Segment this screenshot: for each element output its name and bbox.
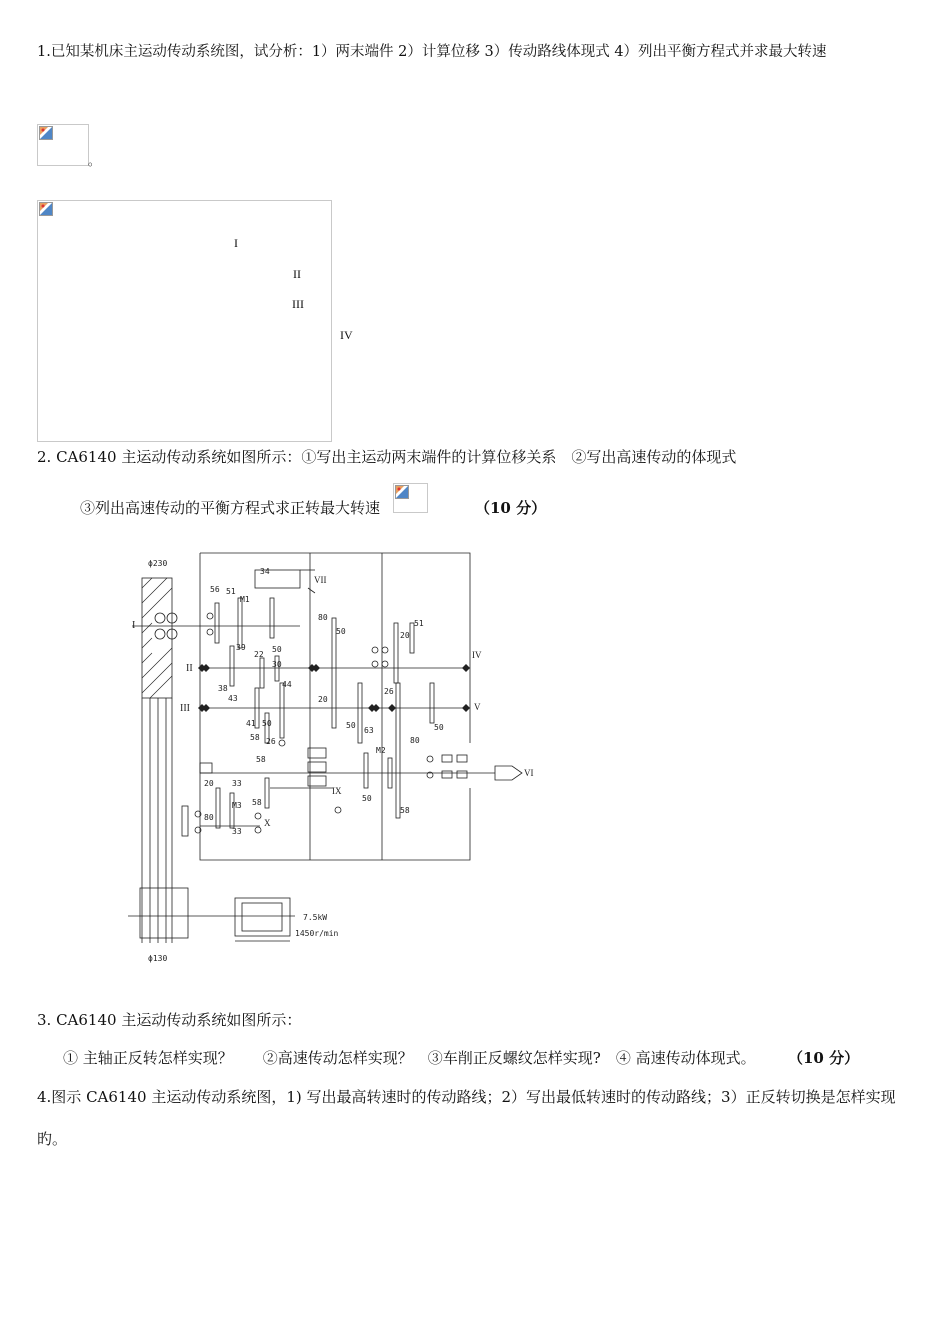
gear-label: 80	[204, 813, 214, 822]
gear-label: 50	[362, 794, 372, 803]
axis-label-III: III	[292, 297, 304, 311]
gear-label: 20	[318, 695, 328, 704]
shaft-label: III	[180, 703, 190, 714]
gear-label: M2	[376, 746, 386, 755]
gear-label: 26	[384, 687, 394, 696]
question-3-score: （10 分）	[788, 1049, 860, 1067]
gear-label: M1	[240, 595, 250, 604]
shaft-label: X	[264, 818, 271, 828]
question-2-line-1: 2. CA6140 主运动传动系统如图所示：①写出主运动两末端件的计算位移关系 ②写出高速传动的体现式	[37, 448, 737, 466]
shaft-label: II	[186, 663, 193, 674]
gear-label: 63	[364, 726, 374, 735]
gear-label: 58	[256, 755, 266, 764]
shaft-label: I	[132, 620, 136, 631]
gear-label: 80	[410, 736, 420, 745]
gear-label: 50	[336, 627, 346, 636]
question-3-line-2: ① 主轴正反转怎样实现？ ②高速传动怎样实现？ ③车削正反螺纹怎样实现? ④ 高速传动体现式。	[63, 1049, 756, 1067]
axis-label-IV: IV	[340, 328, 353, 342]
question-2-line-2: ③列出高速传动的平衡方程式求正转最大转速	[80, 499, 381, 517]
gear-label: 33	[232, 827, 242, 836]
shaft-label: V	[474, 702, 481, 712]
gear-label: 41	[246, 719, 256, 728]
axis-label-I: I	[234, 236, 238, 250]
pulley-bottom-label: ϕ130	[148, 954, 168, 963]
gear-label: 34	[260, 567, 270, 576]
gear-label: 30	[272, 660, 282, 669]
motor-power-label: 7.5kW	[303, 913, 328, 922]
gear-label: M3	[232, 801, 242, 810]
gear-label: 33	[232, 779, 242, 788]
broken-image-icon	[39, 202, 53, 216]
broken-image-icon	[39, 126, 53, 140]
gear-label: 50	[272, 645, 282, 654]
transmission-diagram	[120, 548, 540, 973]
gear-label: 51	[226, 587, 236, 596]
gear-label: 38	[218, 684, 228, 693]
gear-label: 44	[282, 680, 292, 689]
gear-label: 58	[400, 806, 410, 815]
gear-label: 22	[254, 650, 264, 659]
motor-speed-label: 1450r/min	[295, 929, 339, 938]
broken-image-placeholder	[37, 124, 89, 166]
question-1-text: 1.已知某机床主运动传动系统图，试分析：1）两末端件 2）计算位移 3）传动路线体现式 4）列出平衡方程式并求最大转速	[37, 44, 827, 60]
shaft-label: VI	[524, 768, 534, 778]
gear-label: 26	[266, 737, 276, 746]
figure-1-image	[37, 200, 332, 442]
shaft-label: IX	[332, 786, 342, 796]
gear-label: 20	[204, 779, 214, 788]
question-1-period: 。	[88, 154, 101, 168]
question-2-score: （10 分）	[475, 499, 547, 517]
question-4-line-2: 旳。	[37, 1130, 68, 1148]
broken-image-icon	[395, 485, 409, 499]
gear-label: 50	[262, 719, 272, 728]
gear-label: 51	[414, 619, 424, 628]
gear-label: 43	[228, 694, 238, 703]
gear-label: 50	[434, 723, 444, 732]
shaft-label: IV	[472, 650, 482, 660]
gear-label: 58	[250, 733, 260, 742]
gear-label: 50	[346, 721, 356, 730]
gear-label: 20	[400, 631, 410, 640]
question-3-line-1: 3. CA6140 主运动传动系统如图所示：	[37, 1011, 302, 1029]
gear-label: 80	[318, 613, 328, 622]
pulley-top-label: ϕ230	[148, 559, 168, 568]
gear-label: 58	[252, 798, 262, 807]
axis-label-II: II	[293, 267, 301, 281]
shaft-label: VII	[314, 575, 327, 585]
broken-image-placeholder	[393, 483, 428, 513]
gear-label: 56	[210, 585, 220, 594]
question-4-line-1: 4.图示 CA6140 主运动传动系统图，1) 写出最高转速时的传动路线；2）写出最低转速时的传动路线；3）正反转切换是怎样实现	[37, 1088, 896, 1106]
gear-label: 39	[236, 643, 246, 652]
